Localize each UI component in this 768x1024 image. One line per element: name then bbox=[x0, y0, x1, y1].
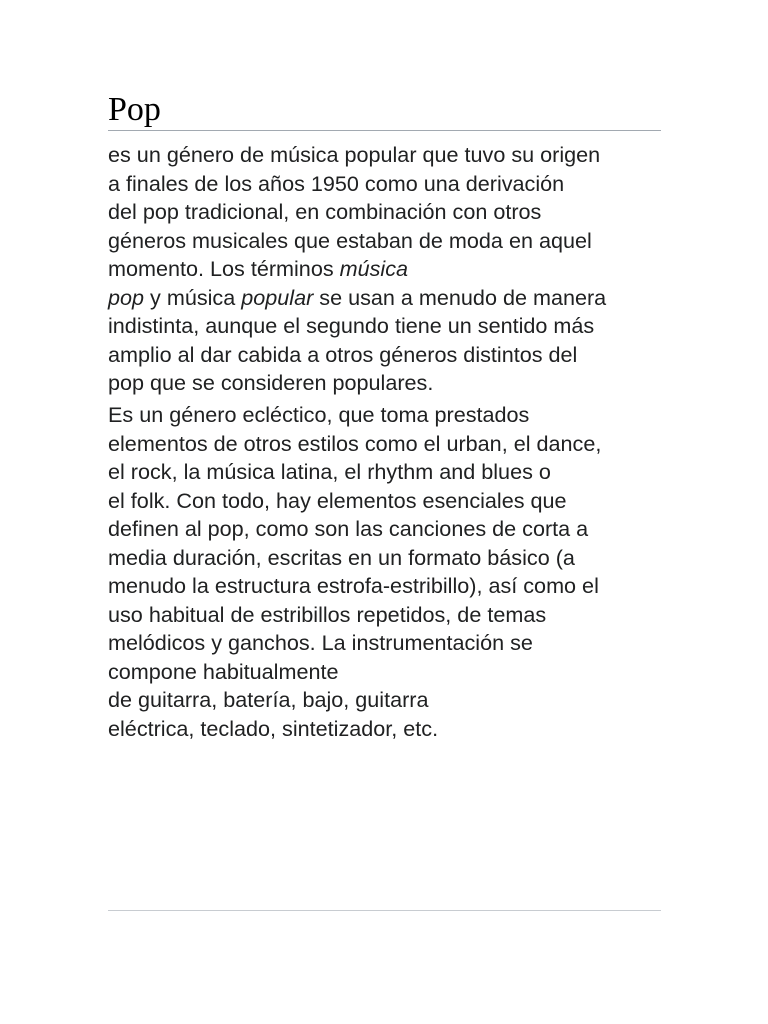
text-line: media duración, escritas en un formato básico (a bbox=[108, 544, 575, 570]
text-line: del pop tradicional, en combinación con otros bbox=[108, 199, 542, 224]
footer-divider bbox=[108, 910, 661, 911]
text-line: definen al pop, como son las canciones de corta a bbox=[108, 516, 589, 541]
text-line: elementos de otros estilos como el urban, el dance, bbox=[108, 430, 602, 456]
text-line: compone habitualmente bbox=[108, 658, 339, 684]
text-line: el folk. Con todo, hay elementos esenciales que bbox=[108, 487, 567, 513]
text-line: el rock, la música latina, el rhythm and blues o bbox=[108, 459, 551, 484]
text-line bbox=[108, 284, 668, 313]
text-run: momento. Los términos bbox=[108, 256, 340, 281]
paragraph-description bbox=[108, 401, 668, 743]
title-divider bbox=[108, 130, 661, 131]
text-line: de guitarra, batería, bajo, guitarra bbox=[108, 687, 429, 712]
text-line: a finales de los años 1950 como una derivación bbox=[108, 170, 565, 196]
text-line: uso habitual de estribillos repetidos, de temas bbox=[108, 601, 547, 627]
paragraph-intro bbox=[108, 141, 668, 398]
text-line: amplio al dar cabida a otros géneros distintos del bbox=[108, 341, 578, 367]
emphasis-musica: música bbox=[339, 256, 409, 281]
text-run: se usan a menudo de manera bbox=[313, 284, 607, 310]
text-line bbox=[108, 255, 668, 284]
emphasis-pop: pop bbox=[108, 284, 145, 310]
text-line: melódicos y ganchos. La instrumentación se bbox=[108, 630, 533, 655]
text-run: y música bbox=[144, 284, 242, 310]
text-line: géneros musicales que estaban de moda en aquel bbox=[108, 227, 592, 253]
text-line: menudo la estructura estrofa-estribillo), así como el bbox=[108, 573, 599, 598]
text-line: eléctrica, teclado, sintetizador, etc. bbox=[108, 715, 439, 741]
page-title: Pop bbox=[108, 91, 161, 128]
text-line: es un género de música popular que tuvo su origen bbox=[108, 142, 601, 167]
text-line: pop que se consideren populares. bbox=[108, 370, 434, 395]
text-line: indistinta, aunque el segundo tiene un sentido más bbox=[108, 313, 595, 338]
emphasis-popular: popular bbox=[241, 284, 314, 310]
text-line: Es un género ecléctico, que toma prestados bbox=[108, 402, 530, 427]
